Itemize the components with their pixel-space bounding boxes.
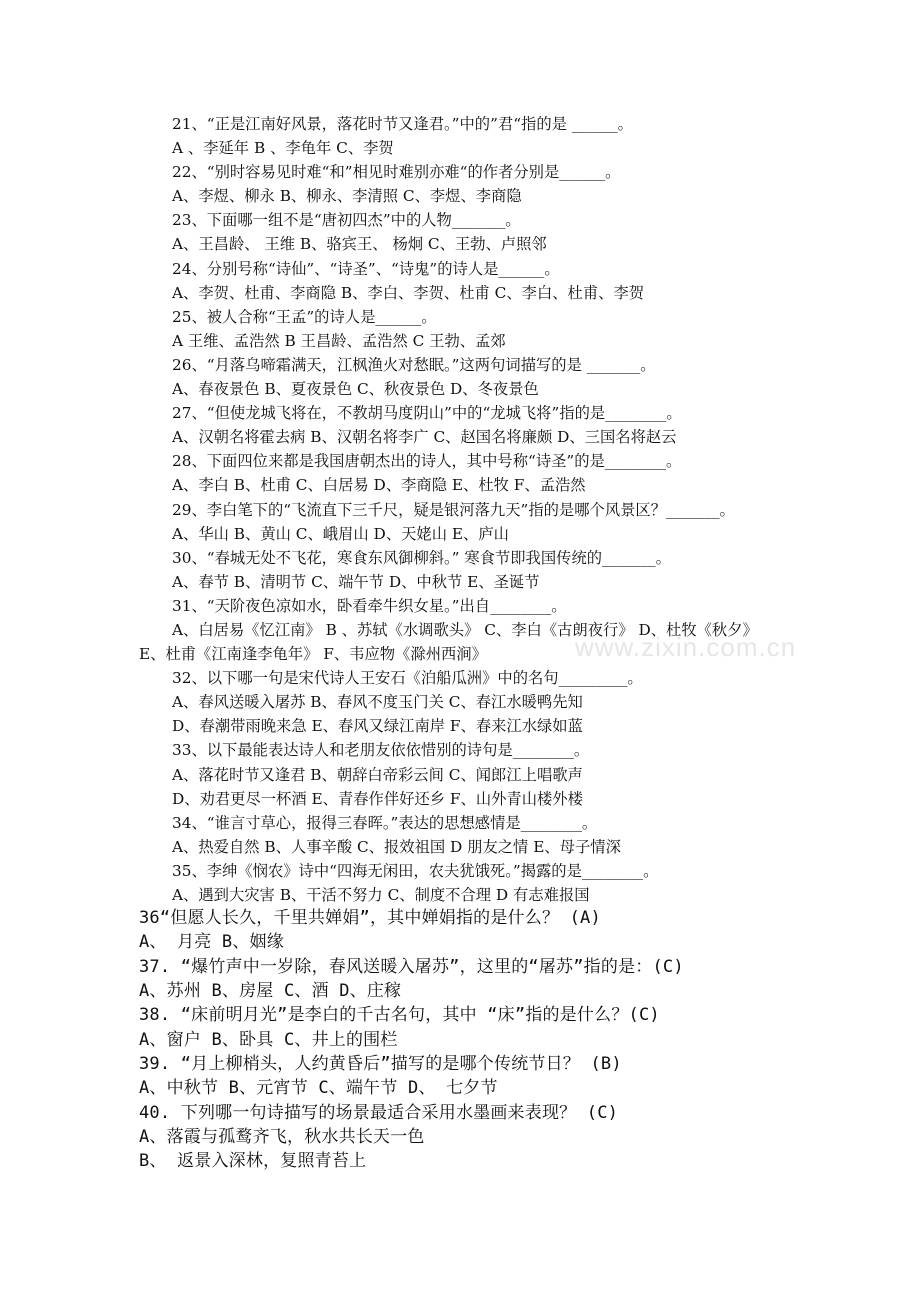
question-line: A、李煜、柳永 B、柳永、李清照 C、李煜、李商隐 bbox=[172, 187, 522, 206]
question-line: A、落花时节又逢君 B、朝辞白帝彩云间 C、闻郎江上唱歌声 bbox=[172, 765, 583, 784]
question-line: A、春节 B、清明节 C、端午节 D、中秋节 E、圣诞节 bbox=[172, 572, 540, 591]
question-line: A 、李延年 B 、李龟年 C、李贺 bbox=[172, 139, 394, 158]
question-line: A、李白 B、杜甫 C、白居易 D、李商隐 E、杜牧 F、孟浩然 bbox=[172, 476, 586, 495]
question-block-36-40 bbox=[139, 906, 909, 1174]
watermark: www.zixin.com.cn bbox=[575, 632, 797, 662]
question-line: 21、“正是江南好风景，落花时节又逢君。”中的”君“指的是 ______。 bbox=[172, 115, 633, 133]
question-line: 30、“春城无处不飞花，寒食东风御柳斜。” 寒食节即我国传统的_______。 bbox=[172, 548, 671, 567]
question-line: A、遇到大灾害 B、干活不努力 C、制度不合理 D 有志难报国 bbox=[172, 886, 590, 904]
question-block-21-35 bbox=[0, 112, 920, 907]
question-line: 35、李绅《悯农》诗中“四海无闲田，农夫犹饿死。”揭露的是________。 bbox=[172, 861, 659, 880]
question-line: 28、下面四位来都是我国唐朝杰出的诗人，其中号称“诗圣”的是________。 bbox=[172, 452, 682, 471]
question-line: A、汉朝名将霍去病 B、汉朝名将李广 C、赵国名将廉颇 D、三国名将赵云 bbox=[172, 428, 677, 447]
question-line: A、白居易《忆江南》 B 、苏轼《水调歌头》 C、李白《古朗夜行》 D、杜牧《秋夕》 bbox=[172, 620, 758, 639]
question-line: B、 返景入深林，复照青苔上 bbox=[139, 1151, 367, 1172]
question-line: A、华山 B、黄山 C、峨眉山 D、天姥山 E、庐山 bbox=[172, 524, 509, 543]
question-line: A、春风送暖入屠苏 B、春风不度玉门关 C、春江水暖鸭先知 bbox=[172, 693, 583, 712]
question-line: A、李贺、杜甫、李商隐 B、李白、李贺、杜甫 C、李白、杜甫、李贺 bbox=[172, 283, 645, 302]
question-line: A 王维、孟浩然 B 王昌龄、孟浩然 C 王勃、孟郊 bbox=[172, 331, 506, 350]
question-line: A、王昌龄、 王维 B、骆宾王、 杨炯 C、王勃、卢照邻 bbox=[172, 235, 547, 254]
question-line: A、春夜景色 B、夏夜景色 C、秋夜景色 D、冬夜景色 bbox=[172, 380, 539, 399]
question-line: 29、李白笔下的“飞流直下三千尺，疑是银河落九天”指的是哪个风景区？_______。 bbox=[172, 500, 735, 519]
question-line: 24、分别号称“诗仙”、“诗圣”、“诗鬼”的诗人是______。 bbox=[172, 259, 560, 278]
question-line: D、春潮带雨晚来急 E、春风又绿江南岸 F、春来江水绿如蓝 bbox=[172, 717, 583, 736]
question-line: A、中秋节 B、元宵节 C、端午节 D、 七夕节 bbox=[139, 1078, 498, 1099]
question-line: 40. 下列哪一句诗描写的场景最适合采用水墨画来表现？ (C) bbox=[139, 1102, 619, 1123]
question-line: 37. “爆竹声中一岁除，春风送暖入屠苏”，这里的“屠苏”指的是：(C) bbox=[139, 956, 684, 977]
question-line: 25、被人合称“王孟”的诗人是______。 bbox=[172, 307, 437, 326]
question-line: 39. “月上柳梢头，人约黄昏后”描写的是哪个传统节日？ (B) bbox=[139, 1054, 622, 1075]
question-line: 32、以下哪一句是宋代诗人王安石《泊船瓜洲》中的名句_________。 bbox=[172, 669, 643, 688]
question-line: 27、“但使龙城飞将在，不教胡马度阴山”中的“龙城飞将”指的是________。 bbox=[172, 404, 682, 423]
question-line: 31、“天阶夜色凉如水，卧看牵牛织女星。”出自________。 bbox=[172, 596, 567, 615]
question-line: A、窗户 B、卧具 C、井上的围栏 bbox=[139, 1029, 398, 1050]
question-line: 38. “床前明月光”是李白的千古名句，其中 “床”指的是什么？(C) bbox=[139, 1005, 660, 1026]
question-line: E、杜甫《江南逢李龟年》 F、韦应物《滁州西涧》 bbox=[139, 645, 487, 664]
question-line: 22、“别时容易见时难“和”相见时难别亦难“的作者分别是______。 bbox=[172, 163, 621, 182]
question-line: 34、“谁言寸草心，报得三春晖。”表达的思想感情是________。 bbox=[172, 813, 598, 832]
question-line: 33、以下最能表达诗人和老朋友依依惜别的诗句是________。 bbox=[172, 741, 590, 760]
question-line: D、劝君更尽一杯酒 E、青春作伴好还乡 F、山外青山楼外楼 bbox=[172, 789, 583, 808]
question-line: A、 月亮 B、姻缘 bbox=[139, 932, 284, 953]
question-line: A、苏州 B、房屋 C、酒 D、庄稼 bbox=[139, 981, 402, 1002]
question-line: 23、下面哪一组不是“唐初四杰”中的人物_______。 bbox=[172, 211, 521, 230]
question-line: A、热爱自然 B、人事辛酸 C、报效祖国 D 朋友之情 E、母子情深 bbox=[172, 837, 621, 856]
question-line: 26、“月落乌啼霜满天，江枫渔火对愁眠。”这两句词描写的是 _______。 bbox=[172, 355, 656, 374]
question-line: 36“但愿人长久，千里共婵娟”，其中婵娟指的是什么？ (A) bbox=[139, 908, 601, 928]
question-line: A、落霞与孤鹜齐飞，秋水共长天一色 bbox=[139, 1127, 425, 1148]
